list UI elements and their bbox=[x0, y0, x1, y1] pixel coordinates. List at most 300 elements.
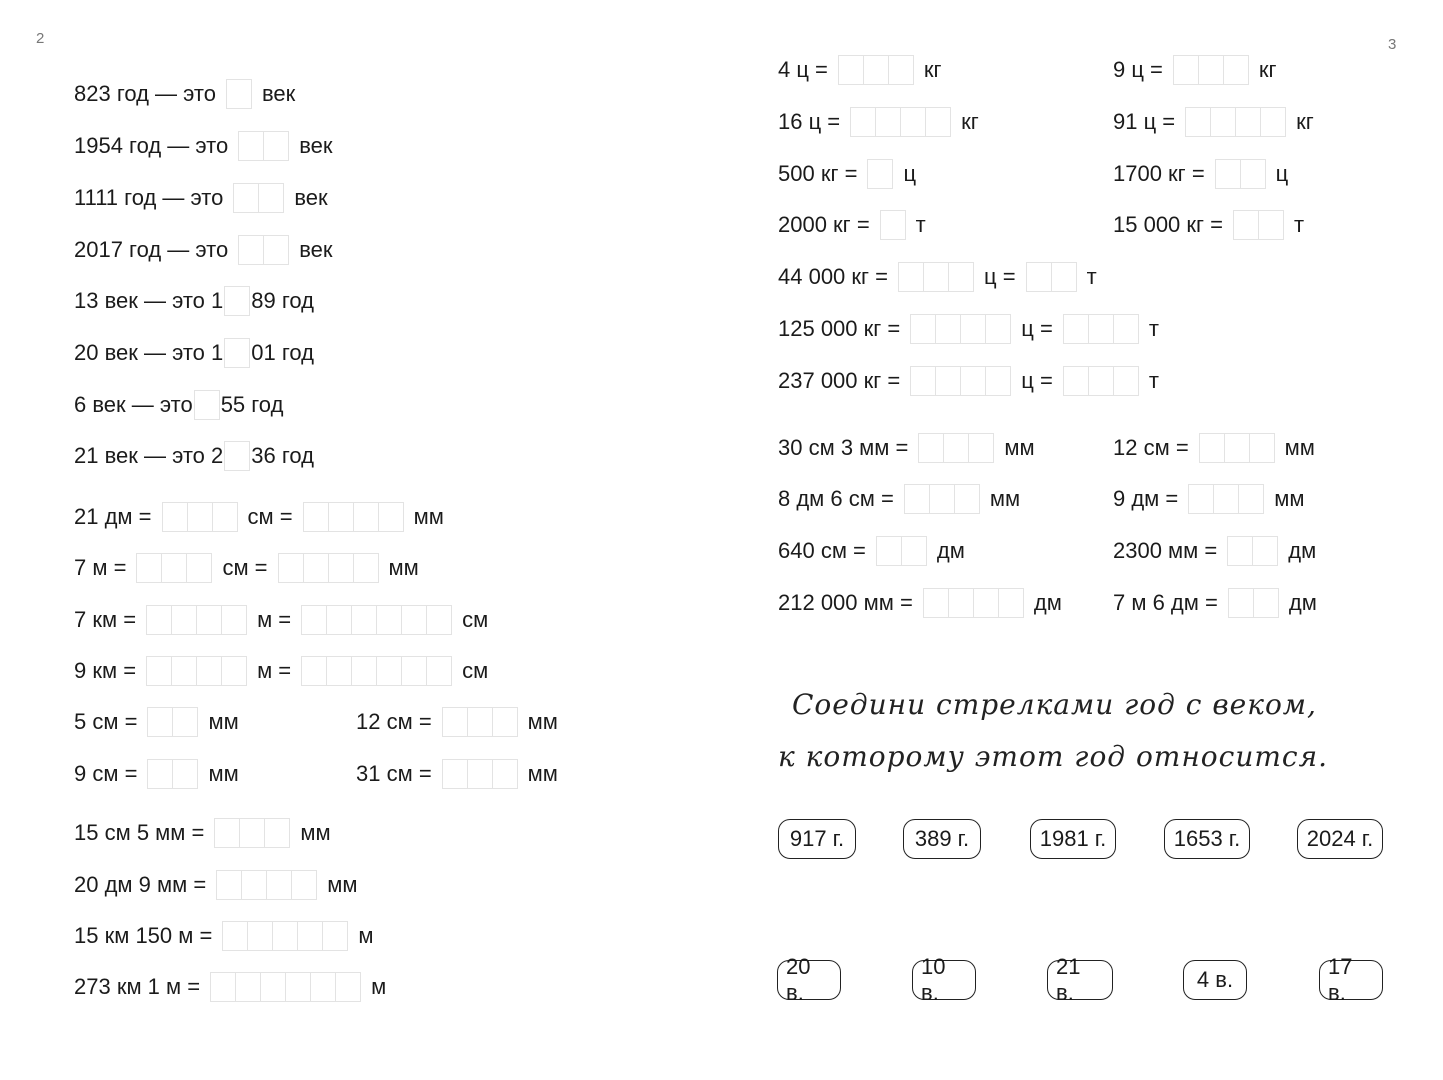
answer-cell[interactable] bbox=[1211, 107, 1236, 137]
answer-box[interactable] bbox=[222, 921, 348, 951]
answer-cell[interactable] bbox=[468, 759, 493, 789]
answer-box[interactable] bbox=[147, 707, 198, 737]
answer-cell[interactable] bbox=[197, 605, 222, 635]
year-option[interactable]: 1653 г. bbox=[1164, 819, 1250, 859]
year-option[interactable]: 917 г. bbox=[778, 819, 856, 859]
answer-cell[interactable] bbox=[197, 656, 222, 686]
exercise-text: 2000 кг = bbox=[778, 212, 870, 237]
unit-label: мм bbox=[1274, 486, 1305, 511]
unit-label: мм bbox=[527, 709, 558, 734]
page-number-left: 2 bbox=[36, 30, 45, 47]
answer-cell[interactable] bbox=[136, 553, 162, 583]
answer-box[interactable] bbox=[194, 390, 220, 420]
exercise-text: 7 м = bbox=[74, 555, 127, 580]
answer-cell[interactable] bbox=[889, 55, 914, 85]
answer-box[interactable] bbox=[1215, 159, 1266, 189]
unit-label: дм bbox=[1288, 538, 1317, 563]
conversion-exercise bbox=[778, 105, 979, 139]
answer-box[interactable] bbox=[1185, 107, 1286, 137]
answer-box[interactable] bbox=[850, 107, 951, 137]
answer-cell[interactable] bbox=[259, 183, 284, 213]
exercise-text: 9 ц = bbox=[1113, 57, 1163, 82]
exercise-text: 20 век — это 1 bbox=[74, 340, 224, 365]
answer-cell[interactable] bbox=[1261, 107, 1286, 137]
answer-box[interactable] bbox=[224, 441, 250, 471]
exercise-text: 9 км = bbox=[74, 658, 137, 683]
unit-label: мм bbox=[208, 761, 239, 786]
unit-label: м = bbox=[257, 658, 292, 683]
answer-box[interactable] bbox=[216, 870, 317, 900]
exercise-text: 12 см = bbox=[356, 709, 432, 734]
exercise-text: 1700 кг = bbox=[1113, 161, 1205, 186]
answer-cell[interactable] bbox=[238, 235, 264, 265]
answer-cell[interactable] bbox=[493, 707, 518, 737]
exercise-text: 8 дм 6 см = bbox=[778, 486, 894, 511]
answer-cell[interactable] bbox=[147, 759, 173, 789]
unit-label: т bbox=[1148, 316, 1159, 341]
century-exercise bbox=[74, 181, 328, 215]
exercise-text: 12 см = bbox=[1113, 435, 1189, 460]
unit-label: см = bbox=[222, 555, 268, 580]
year-option[interactable]: 1981 г. bbox=[1030, 819, 1116, 859]
answer-box[interactable] bbox=[301, 656, 452, 686]
answer-cell[interactable] bbox=[216, 870, 242, 900]
answer-cell[interactable] bbox=[1227, 536, 1253, 566]
exercise-text: 9 дм = bbox=[1113, 486, 1179, 511]
answer-cell[interactable] bbox=[379, 502, 404, 532]
answer-cell[interactable] bbox=[986, 366, 1011, 396]
answer-cell[interactable] bbox=[1063, 366, 1089, 396]
answer-cell[interactable] bbox=[901, 107, 926, 137]
answer-cell[interactable] bbox=[352, 605, 377, 635]
answer-box[interactable] bbox=[1199, 433, 1275, 463]
century-exercise bbox=[74, 439, 314, 473]
exercise-text: 31 см = bbox=[356, 761, 432, 786]
answer-cell[interactable] bbox=[224, 338, 250, 368]
answer-box[interactable] bbox=[918, 433, 994, 463]
page-number-right: 3 bbox=[1388, 36, 1397, 53]
exercise-text: 20 дм 9 мм = bbox=[74, 872, 207, 897]
exercise-text: 21 дм = bbox=[74, 504, 152, 529]
conversion-exercise bbox=[778, 364, 1159, 398]
answer-cell[interactable] bbox=[876, 107, 901, 137]
answer-cell[interactable] bbox=[986, 314, 1011, 344]
answer-cell[interactable] bbox=[974, 588, 999, 618]
answer-cell[interactable] bbox=[402, 656, 427, 686]
exercise-text: 2017 год — это bbox=[74, 237, 229, 262]
answer-cell[interactable] bbox=[336, 972, 361, 1002]
unit-label: мм bbox=[208, 709, 239, 734]
answer-cell[interactable] bbox=[354, 502, 379, 532]
answer-cell[interactable] bbox=[329, 502, 354, 532]
answer-cell[interactable] bbox=[1026, 262, 1052, 292]
unit-label: кг bbox=[1296, 109, 1314, 134]
answer-cell[interactable] bbox=[955, 484, 980, 514]
answer-cell[interactable] bbox=[961, 366, 986, 396]
answer-cell[interactable] bbox=[850, 107, 876, 137]
answer-cell[interactable] bbox=[222, 656, 247, 686]
answer-cell[interactable] bbox=[264, 131, 289, 161]
exercise-text: 640 см = bbox=[778, 538, 866, 563]
answer-cell[interactable] bbox=[1089, 366, 1114, 396]
answer-cell[interactable] bbox=[240, 818, 265, 848]
unit-label: мм bbox=[388, 555, 419, 580]
unit-label: мм bbox=[1284, 435, 1315, 460]
unit-label: т bbox=[915, 212, 926, 237]
answer-cell[interactable] bbox=[1052, 262, 1077, 292]
answer-cell[interactable] bbox=[377, 605, 402, 635]
answer-cell[interactable] bbox=[224, 441, 250, 471]
answer-cell[interactable] bbox=[173, 759, 198, 789]
unit-label: 01 год bbox=[251, 340, 314, 365]
answer-cell[interactable] bbox=[303, 502, 329, 532]
exercise-text: 4 ц = bbox=[778, 57, 828, 82]
answer-cell[interactable] bbox=[304, 553, 329, 583]
answer-cell[interactable] bbox=[880, 210, 906, 240]
answer-box[interactable] bbox=[1026, 262, 1077, 292]
conversion-exercise bbox=[778, 260, 1097, 294]
answer-box[interactable] bbox=[162, 502, 238, 532]
answer-cell[interactable] bbox=[904, 484, 930, 514]
answer-cell[interactable] bbox=[999, 588, 1024, 618]
exercise-text: 212 000 мм = bbox=[778, 590, 913, 615]
answer-box[interactable] bbox=[1063, 366, 1139, 396]
conversion-exercise bbox=[74, 551, 419, 585]
answer-cell[interactable] bbox=[264, 235, 289, 265]
exercise-text: 30 см 3 мм = bbox=[778, 435, 909, 460]
exercise-text: 7 м 6 дм = bbox=[1113, 590, 1218, 615]
conversion-exercise bbox=[74, 654, 488, 688]
answer-cell[interactable] bbox=[1199, 55, 1224, 85]
answer-box[interactable] bbox=[898, 262, 974, 292]
answer-cell[interactable] bbox=[910, 366, 936, 396]
answer-cell[interactable] bbox=[352, 656, 377, 686]
conversion-exercise bbox=[1113, 431, 1315, 465]
answer-cell[interactable] bbox=[1241, 159, 1266, 189]
answer-cell[interactable] bbox=[224, 286, 250, 316]
answer-cell[interactable] bbox=[1239, 484, 1264, 514]
answer-cell[interactable] bbox=[329, 553, 354, 583]
answer-cell[interactable] bbox=[242, 870, 267, 900]
answer-box[interactable] bbox=[910, 314, 1011, 344]
unit-label: век bbox=[299, 237, 333, 262]
unit-label: 55 год bbox=[220, 392, 284, 417]
answer-box[interactable] bbox=[238, 131, 289, 161]
answer-box[interactable] bbox=[147, 759, 198, 789]
answer-cell[interactable] bbox=[214, 818, 240, 848]
instruction-line-1: Соедини стрелками год с веком, bbox=[792, 688, 1317, 721]
answer-box[interactable] bbox=[303, 502, 404, 532]
answer-cell[interactable] bbox=[1214, 484, 1239, 514]
answer-cell[interactable] bbox=[162, 502, 188, 532]
answer-cell[interactable] bbox=[493, 759, 518, 789]
answer-box[interactable] bbox=[838, 55, 914, 85]
answer-cell[interactable] bbox=[298, 921, 323, 951]
exercise-text: 13 век — это 1 bbox=[74, 288, 224, 313]
year-option[interactable]: 389 г. bbox=[903, 819, 981, 859]
answer-cell[interactable] bbox=[961, 314, 986, 344]
answer-cell[interactable] bbox=[301, 656, 327, 686]
unit-label: м = bbox=[257, 607, 292, 632]
conversion-exercise bbox=[778, 586, 1062, 620]
answer-cell[interactable] bbox=[222, 921, 248, 951]
answer-cell[interactable] bbox=[924, 262, 949, 292]
answer-cell[interactable] bbox=[898, 262, 924, 292]
answer-cell[interactable] bbox=[188, 502, 213, 532]
answer-box[interactable] bbox=[880, 210, 906, 240]
answer-cell[interactable] bbox=[261, 972, 286, 1002]
answer-cell[interactable] bbox=[1233, 210, 1259, 240]
answer-cell[interactable] bbox=[1254, 588, 1279, 618]
answer-cell[interactable] bbox=[162, 553, 187, 583]
conversion-exercise bbox=[778, 431, 1035, 465]
unit-label: кг bbox=[1258, 57, 1277, 82]
answer-cell[interactable] bbox=[923, 588, 949, 618]
answer-cell[interactable] bbox=[273, 921, 298, 951]
unit-label: мм bbox=[1004, 435, 1035, 460]
answer-cell[interactable] bbox=[267, 870, 292, 900]
answer-box[interactable] bbox=[442, 759, 518, 789]
conversion-exercise bbox=[778, 534, 965, 568]
answer-box[interactable] bbox=[224, 286, 250, 316]
unit-label: м bbox=[371, 974, 387, 999]
exercise-text: 21 век — это 2 bbox=[74, 443, 224, 468]
answer-cell[interactable] bbox=[377, 656, 402, 686]
answer-cell[interactable] bbox=[1225, 433, 1250, 463]
answer-cell[interactable] bbox=[926, 107, 951, 137]
answer-cell[interactable] bbox=[265, 818, 290, 848]
answer-cell[interactable] bbox=[292, 870, 317, 900]
answer-cell[interactable] bbox=[1228, 588, 1254, 618]
answer-cell[interactable] bbox=[1250, 433, 1275, 463]
conversion-exercise bbox=[1113, 208, 1304, 242]
conversion-exercise bbox=[74, 500, 444, 534]
answer-cell[interactable] bbox=[194, 390, 220, 420]
answer-cell[interactable] bbox=[323, 921, 348, 951]
answer-cell[interactable] bbox=[427, 656, 452, 686]
century-exercise bbox=[74, 233, 333, 267]
answer-cell[interactable] bbox=[278, 553, 304, 583]
answer-box[interactable] bbox=[146, 605, 247, 635]
century-option[interactable]: 20 в. bbox=[777, 960, 841, 1000]
answer-cell[interactable] bbox=[1063, 314, 1089, 344]
answer-cell[interactable] bbox=[147, 707, 173, 737]
answer-box[interactable] bbox=[278, 553, 379, 583]
unit-label: ц bbox=[1275, 161, 1289, 186]
answer-cell[interactable] bbox=[867, 159, 893, 189]
conversion-exercise bbox=[778, 157, 916, 191]
exercise-text: 5 см = bbox=[74, 709, 138, 734]
answer-cell[interactable] bbox=[442, 707, 468, 737]
answer-cell[interactable] bbox=[949, 262, 974, 292]
answer-box[interactable] bbox=[867, 159, 893, 189]
answer-cell[interactable] bbox=[402, 605, 427, 635]
answer-box[interactable] bbox=[214, 818, 290, 848]
exercise-text: 1111 год — это bbox=[74, 185, 224, 210]
answer-cell[interactable] bbox=[427, 605, 452, 635]
exercise-text: 823 год — это bbox=[74, 81, 216, 106]
answer-cell[interactable] bbox=[1236, 107, 1261, 137]
answer-cell[interactable] bbox=[1224, 55, 1249, 85]
conversion-exercise bbox=[356, 705, 558, 739]
exercise-text: 7 км = bbox=[74, 607, 137, 632]
answer-box[interactable] bbox=[224, 338, 250, 368]
exercise-text: 1954 год — это bbox=[74, 133, 229, 158]
answer-cell[interactable] bbox=[248, 921, 273, 951]
answer-cell[interactable] bbox=[1215, 159, 1241, 189]
unit-label: мм bbox=[527, 761, 558, 786]
answer-box[interactable] bbox=[910, 366, 1011, 396]
conversion-exercise bbox=[1113, 53, 1277, 87]
answer-box[interactable] bbox=[1233, 210, 1284, 240]
exercise-text: 15 км 150 м = bbox=[74, 923, 213, 948]
unit-label: кг bbox=[923, 57, 942, 82]
answer-box[interactable] bbox=[301, 605, 452, 635]
answer-cell[interactable] bbox=[354, 553, 379, 583]
year-option[interactable]: 2024 г. bbox=[1297, 819, 1383, 859]
answer-box[interactable] bbox=[923, 588, 1024, 618]
unit-label: ц = bbox=[1021, 368, 1053, 393]
answer-box[interactable] bbox=[238, 235, 289, 265]
answer-cell[interactable] bbox=[1173, 55, 1199, 85]
answer-cell[interactable] bbox=[1114, 366, 1139, 396]
answer-cell[interactable] bbox=[1089, 314, 1114, 344]
answer-box[interactable] bbox=[226, 79, 252, 109]
conversion-exercise bbox=[74, 757, 239, 791]
exercise-text: 237 000 кг = bbox=[778, 368, 901, 393]
conversion-exercise bbox=[74, 705, 239, 739]
answer-cell[interactable] bbox=[936, 314, 961, 344]
answer-cell[interactable] bbox=[236, 972, 261, 1002]
conversion-exercise bbox=[74, 603, 488, 637]
unit-label: дм bbox=[1288, 590, 1317, 615]
answer-cell[interactable] bbox=[233, 183, 259, 213]
answer-cell[interactable] bbox=[1253, 536, 1278, 566]
answer-cell[interactable] bbox=[1188, 484, 1214, 514]
answer-cell[interactable] bbox=[172, 605, 197, 635]
unit-label: см = bbox=[247, 504, 293, 529]
exercise-text: 9 см = bbox=[74, 761, 138, 786]
century-option[interactable]: 21 в. bbox=[1047, 960, 1113, 1000]
exercise-text: 2300 мм = bbox=[1113, 538, 1218, 563]
unit-label: ц bbox=[903, 161, 917, 186]
answer-cell[interactable] bbox=[864, 55, 889, 85]
answer-cell[interactable] bbox=[902, 536, 927, 566]
unit-label: дм bbox=[1033, 590, 1062, 615]
exercise-text: 15 см 5 мм = bbox=[74, 820, 205, 845]
answer-cell[interactable] bbox=[838, 55, 864, 85]
conversion-exercise bbox=[778, 208, 926, 242]
century-option[interactable]: 10 в. bbox=[912, 960, 976, 1000]
answer-box[interactable] bbox=[233, 183, 284, 213]
answer-cell[interactable] bbox=[949, 588, 974, 618]
unit-label: ц = bbox=[1021, 316, 1053, 341]
answer-cell[interactable] bbox=[1199, 433, 1225, 463]
answer-cell[interactable] bbox=[1259, 210, 1284, 240]
unit-label: т bbox=[1086, 264, 1097, 289]
answer-cell[interactable] bbox=[918, 433, 944, 463]
answer-cell[interactable] bbox=[213, 502, 238, 532]
conversion-exercise bbox=[74, 970, 386, 1004]
answer-cell[interactable] bbox=[146, 656, 172, 686]
unit-label: т bbox=[1294, 212, 1305, 237]
exercise-text: 44 000 кг = bbox=[778, 264, 889, 289]
conversion-exercise bbox=[74, 919, 373, 953]
unit-label: см bbox=[462, 658, 489, 683]
conversion-exercise bbox=[74, 816, 331, 850]
century-option[interactable]: 17 в. bbox=[1319, 960, 1383, 1000]
answer-cell[interactable] bbox=[238, 131, 264, 161]
conversion-exercise bbox=[356, 757, 558, 791]
answer-cell[interactable] bbox=[969, 433, 994, 463]
answer-cell[interactable] bbox=[187, 553, 212, 583]
answer-cell[interactable] bbox=[468, 707, 493, 737]
answer-box[interactable] bbox=[136, 553, 212, 583]
answer-cell[interactable] bbox=[222, 605, 247, 635]
exercise-text: 6 век — это bbox=[74, 392, 193, 417]
answer-cell[interactable] bbox=[944, 433, 969, 463]
answer-cell[interactable] bbox=[910, 314, 936, 344]
answer-box[interactable] bbox=[876, 536, 927, 566]
answer-box[interactable] bbox=[1063, 314, 1139, 344]
answer-cell[interactable] bbox=[936, 366, 961, 396]
answer-box[interactable] bbox=[442, 707, 518, 737]
answer-cell[interactable] bbox=[311, 972, 336, 1002]
answer-cell[interactable] bbox=[173, 707, 198, 737]
unit-label: мм bbox=[413, 504, 444, 529]
answer-cell[interactable] bbox=[876, 536, 902, 566]
conversion-exercise bbox=[778, 53, 942, 87]
answer-cell[interactable] bbox=[327, 656, 352, 686]
unit-label: ц = bbox=[984, 264, 1016, 289]
answer-box[interactable] bbox=[1228, 588, 1279, 618]
answer-cell[interactable] bbox=[301, 605, 327, 635]
answer-box[interactable] bbox=[210, 972, 361, 1002]
conversion-exercise bbox=[1113, 482, 1305, 516]
unit-label: мм bbox=[327, 872, 358, 897]
century-exercise bbox=[74, 77, 295, 111]
answer-cell[interactable] bbox=[146, 605, 172, 635]
answer-box[interactable] bbox=[1188, 484, 1264, 514]
conversion-exercise bbox=[778, 482, 1020, 516]
unit-label: т bbox=[1148, 368, 1159, 393]
answer-cell[interactable] bbox=[1185, 107, 1211, 137]
answer-cell[interactable] bbox=[286, 972, 311, 1002]
century-exercise bbox=[74, 284, 314, 318]
answer-cell[interactable] bbox=[226, 79, 252, 109]
answer-cell[interactable] bbox=[442, 759, 468, 789]
conversion-exercise bbox=[1113, 105, 1314, 139]
answer-box[interactable] bbox=[146, 656, 247, 686]
answer-cell[interactable] bbox=[1114, 314, 1139, 344]
answer-cell[interactable] bbox=[210, 972, 236, 1002]
unit-label: 89 год bbox=[251, 288, 314, 313]
answer-box[interactable] bbox=[1173, 55, 1249, 85]
unit-label: м bbox=[358, 923, 374, 948]
answer-cell[interactable] bbox=[172, 656, 197, 686]
unit-label: век bbox=[261, 81, 296, 106]
century-option[interactable]: 4 в. bbox=[1183, 960, 1247, 1000]
unit-label: дм bbox=[936, 538, 965, 563]
answer-box[interactable] bbox=[1227, 536, 1278, 566]
answer-cell[interactable] bbox=[327, 605, 352, 635]
answer-cell[interactable] bbox=[930, 484, 955, 514]
conversion-exercise bbox=[1113, 157, 1288, 191]
exercise-text: 16 ц = bbox=[778, 109, 841, 134]
unit-label: 36 год bbox=[251, 443, 314, 468]
answer-box[interactable] bbox=[904, 484, 980, 514]
unit-label: век bbox=[294, 185, 328, 210]
